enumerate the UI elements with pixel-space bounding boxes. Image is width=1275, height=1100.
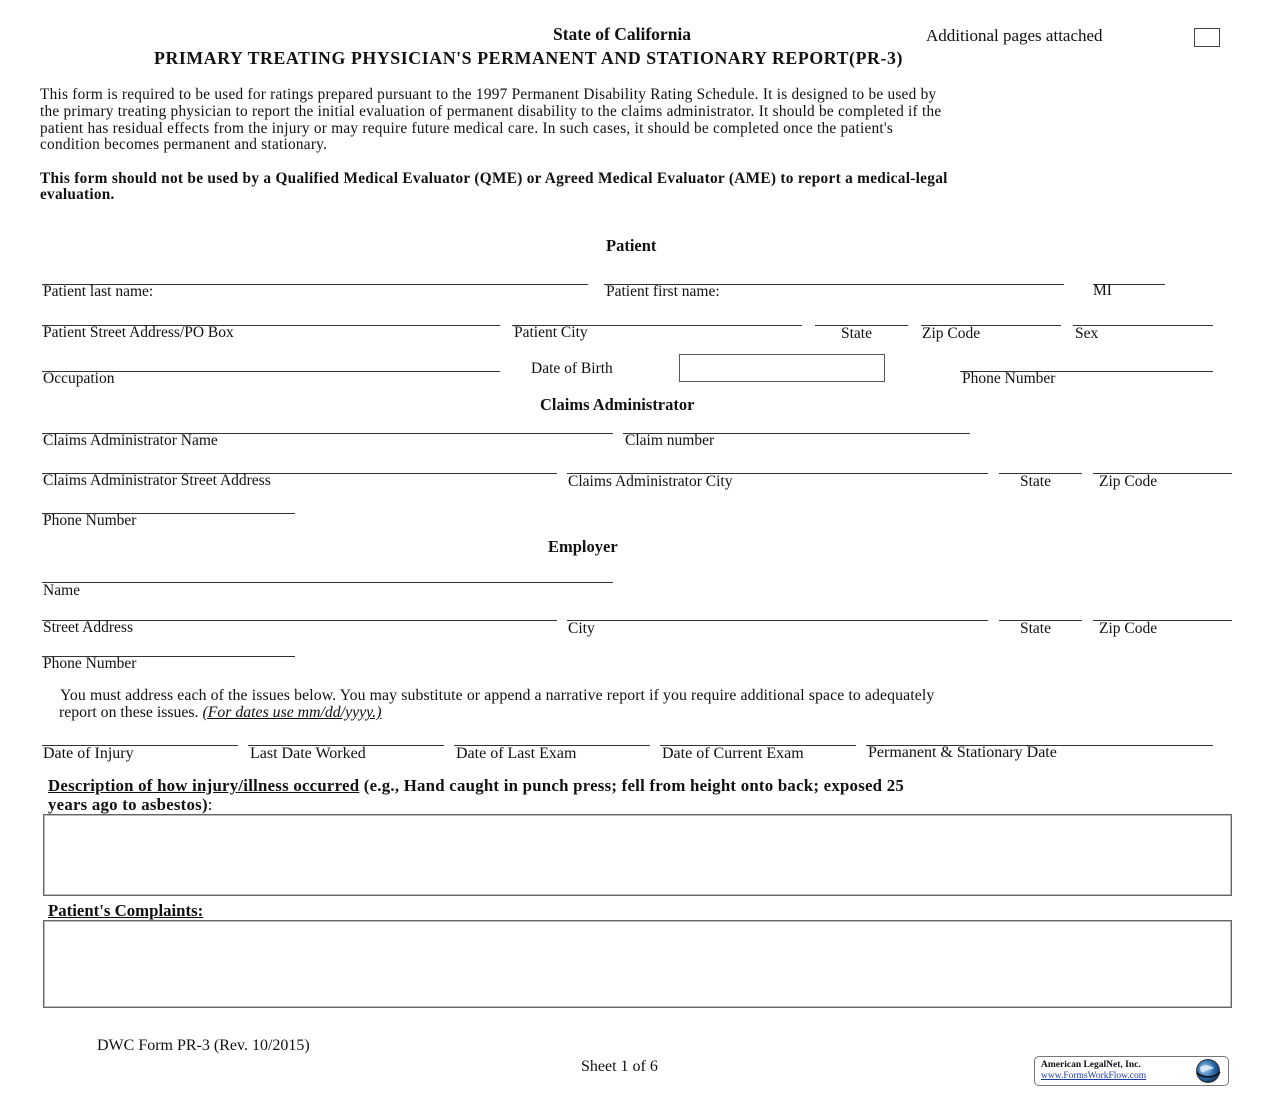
employer-city-label: City xyxy=(568,620,595,637)
claims-admin-name-label: Claims Administrator Name xyxy=(43,432,218,449)
globe-icon xyxy=(1190,1058,1226,1084)
claim-number-label: Claim number xyxy=(625,432,715,449)
employer-phone-label: Phone Number xyxy=(43,655,137,672)
patient-state-label: State xyxy=(841,325,872,342)
form-id: DWC Form PR-3 (Rev. 10/2015) xyxy=(97,1037,310,1054)
claims-admin-heading: Claims Administrator xyxy=(540,395,695,414)
description-textarea[interactable] xyxy=(43,814,1232,896)
intro-line-2: the primary treating physician to report the initial evaluation of permanent disability to the claims administrator. It should be completed if the xyxy=(40,103,942,120)
employer-heading: Employer xyxy=(548,537,618,556)
logo-company: American LegalNet, Inc. xyxy=(1041,1060,1141,1070)
last-date-worked-label: Last Date Worked xyxy=(250,745,366,762)
patient-zip-label: Zip Code xyxy=(922,325,981,342)
employer-name-label: Name xyxy=(43,582,81,599)
patient-first-name-label: Patient first name: xyxy=(606,283,720,300)
state-heading: State of California xyxy=(553,24,692,44)
intro-line-1: This form is required to be used for ratings prepared pursuant to the 1997 Permanent Disability Rating Schedule. It is designed to be used by xyxy=(40,86,937,103)
claims-admin-state-label: State xyxy=(1020,473,1051,490)
additional-pages-label: Additional pages attached xyxy=(926,26,1103,45)
instructions-line-1: You must address each of the issues below. You may substitute or append a narrative report if you require additional space to adequately xyxy=(60,687,935,704)
complaints-textarea[interactable] xyxy=(43,920,1232,1008)
date-of-current-exam-label: Date of Current Exam xyxy=(662,745,804,762)
intro-line-3: patient has residual effects from the injury or may require future medical care. In such cases, it should be completed once the patient's xyxy=(40,120,894,137)
logo-url[interactable]: www.FormsWorkFlow.com xyxy=(1041,1071,1147,1081)
claims-admin-city-label: Claims Administrator City xyxy=(568,473,733,490)
claims-admin-phone-label: Phone Number xyxy=(43,512,137,529)
intro-line-4: condition becomes permanent and stationary. xyxy=(40,136,328,153)
patient-street-label: Patient Street Address/PO Box xyxy=(43,324,234,341)
patient-last-name-label: Patient last name: xyxy=(43,283,154,300)
instructions-line-2: report on these issues. (For dates use mm/dd/yyyy.) xyxy=(59,704,382,721)
date-format-note: (For dates use mm/dd/yyyy.) xyxy=(202,704,382,721)
patient-heading: Patient xyxy=(606,236,657,255)
employer-street-label: Street Address xyxy=(43,619,133,636)
patient-occupation-label: Occupation xyxy=(43,370,115,387)
employer-city-field[interactable] xyxy=(567,620,988,621)
employer-state-label: State xyxy=(1020,620,1051,637)
qme-warning-line-1: This form should not be used by a Qualified Medical Evaluator (QME) or Agreed Medical Evaluator (AME) to report a medical-legal xyxy=(40,170,948,187)
claims-admin-street-label: Claims Administrator Street Address xyxy=(43,472,271,489)
additional-pages-checkbox[interactable] xyxy=(1194,28,1220,47)
description-label-line-1: Description of how injury/illness occurred (e.g., Hand caught in punch press; fell from height onto back; exposed 25 xyxy=(48,776,904,795)
patient-dob-input[interactable] xyxy=(679,354,885,382)
qme-warning-line-2: evaluation. xyxy=(40,186,115,203)
sheet-number: Sheet 1 of 6 xyxy=(581,1058,658,1075)
patient-phone-label: Phone Number xyxy=(962,370,1056,387)
patient-mi-label: MI xyxy=(1093,282,1112,299)
claims-admin-zip-label: Zip Code xyxy=(1099,473,1158,490)
complaints-label: Patient's Complaints: xyxy=(48,901,204,920)
date-of-last-exam-label: Date of Last Exam xyxy=(456,745,577,762)
employer-name-field[interactable] xyxy=(42,582,613,583)
ps-date-label: Permanent & Stationary Date xyxy=(868,744,1057,761)
employer-zip-label: Zip Code xyxy=(1099,620,1158,637)
date-of-injury-label: Date of Injury xyxy=(43,745,134,762)
description-label-line-2: years ago to asbestos): xyxy=(48,795,213,814)
patient-sex-label: Sex xyxy=(1075,325,1099,342)
logo-badge xyxy=(1034,1056,1229,1086)
patient-dob-label: Date of Birth xyxy=(531,360,613,377)
patient-city-label: Patient City xyxy=(514,324,588,341)
form-title: PRIMARY TREATING PHYSICIAN'S PERMANENT AND STATIONARY REPORT(PR-3) xyxy=(154,48,904,68)
